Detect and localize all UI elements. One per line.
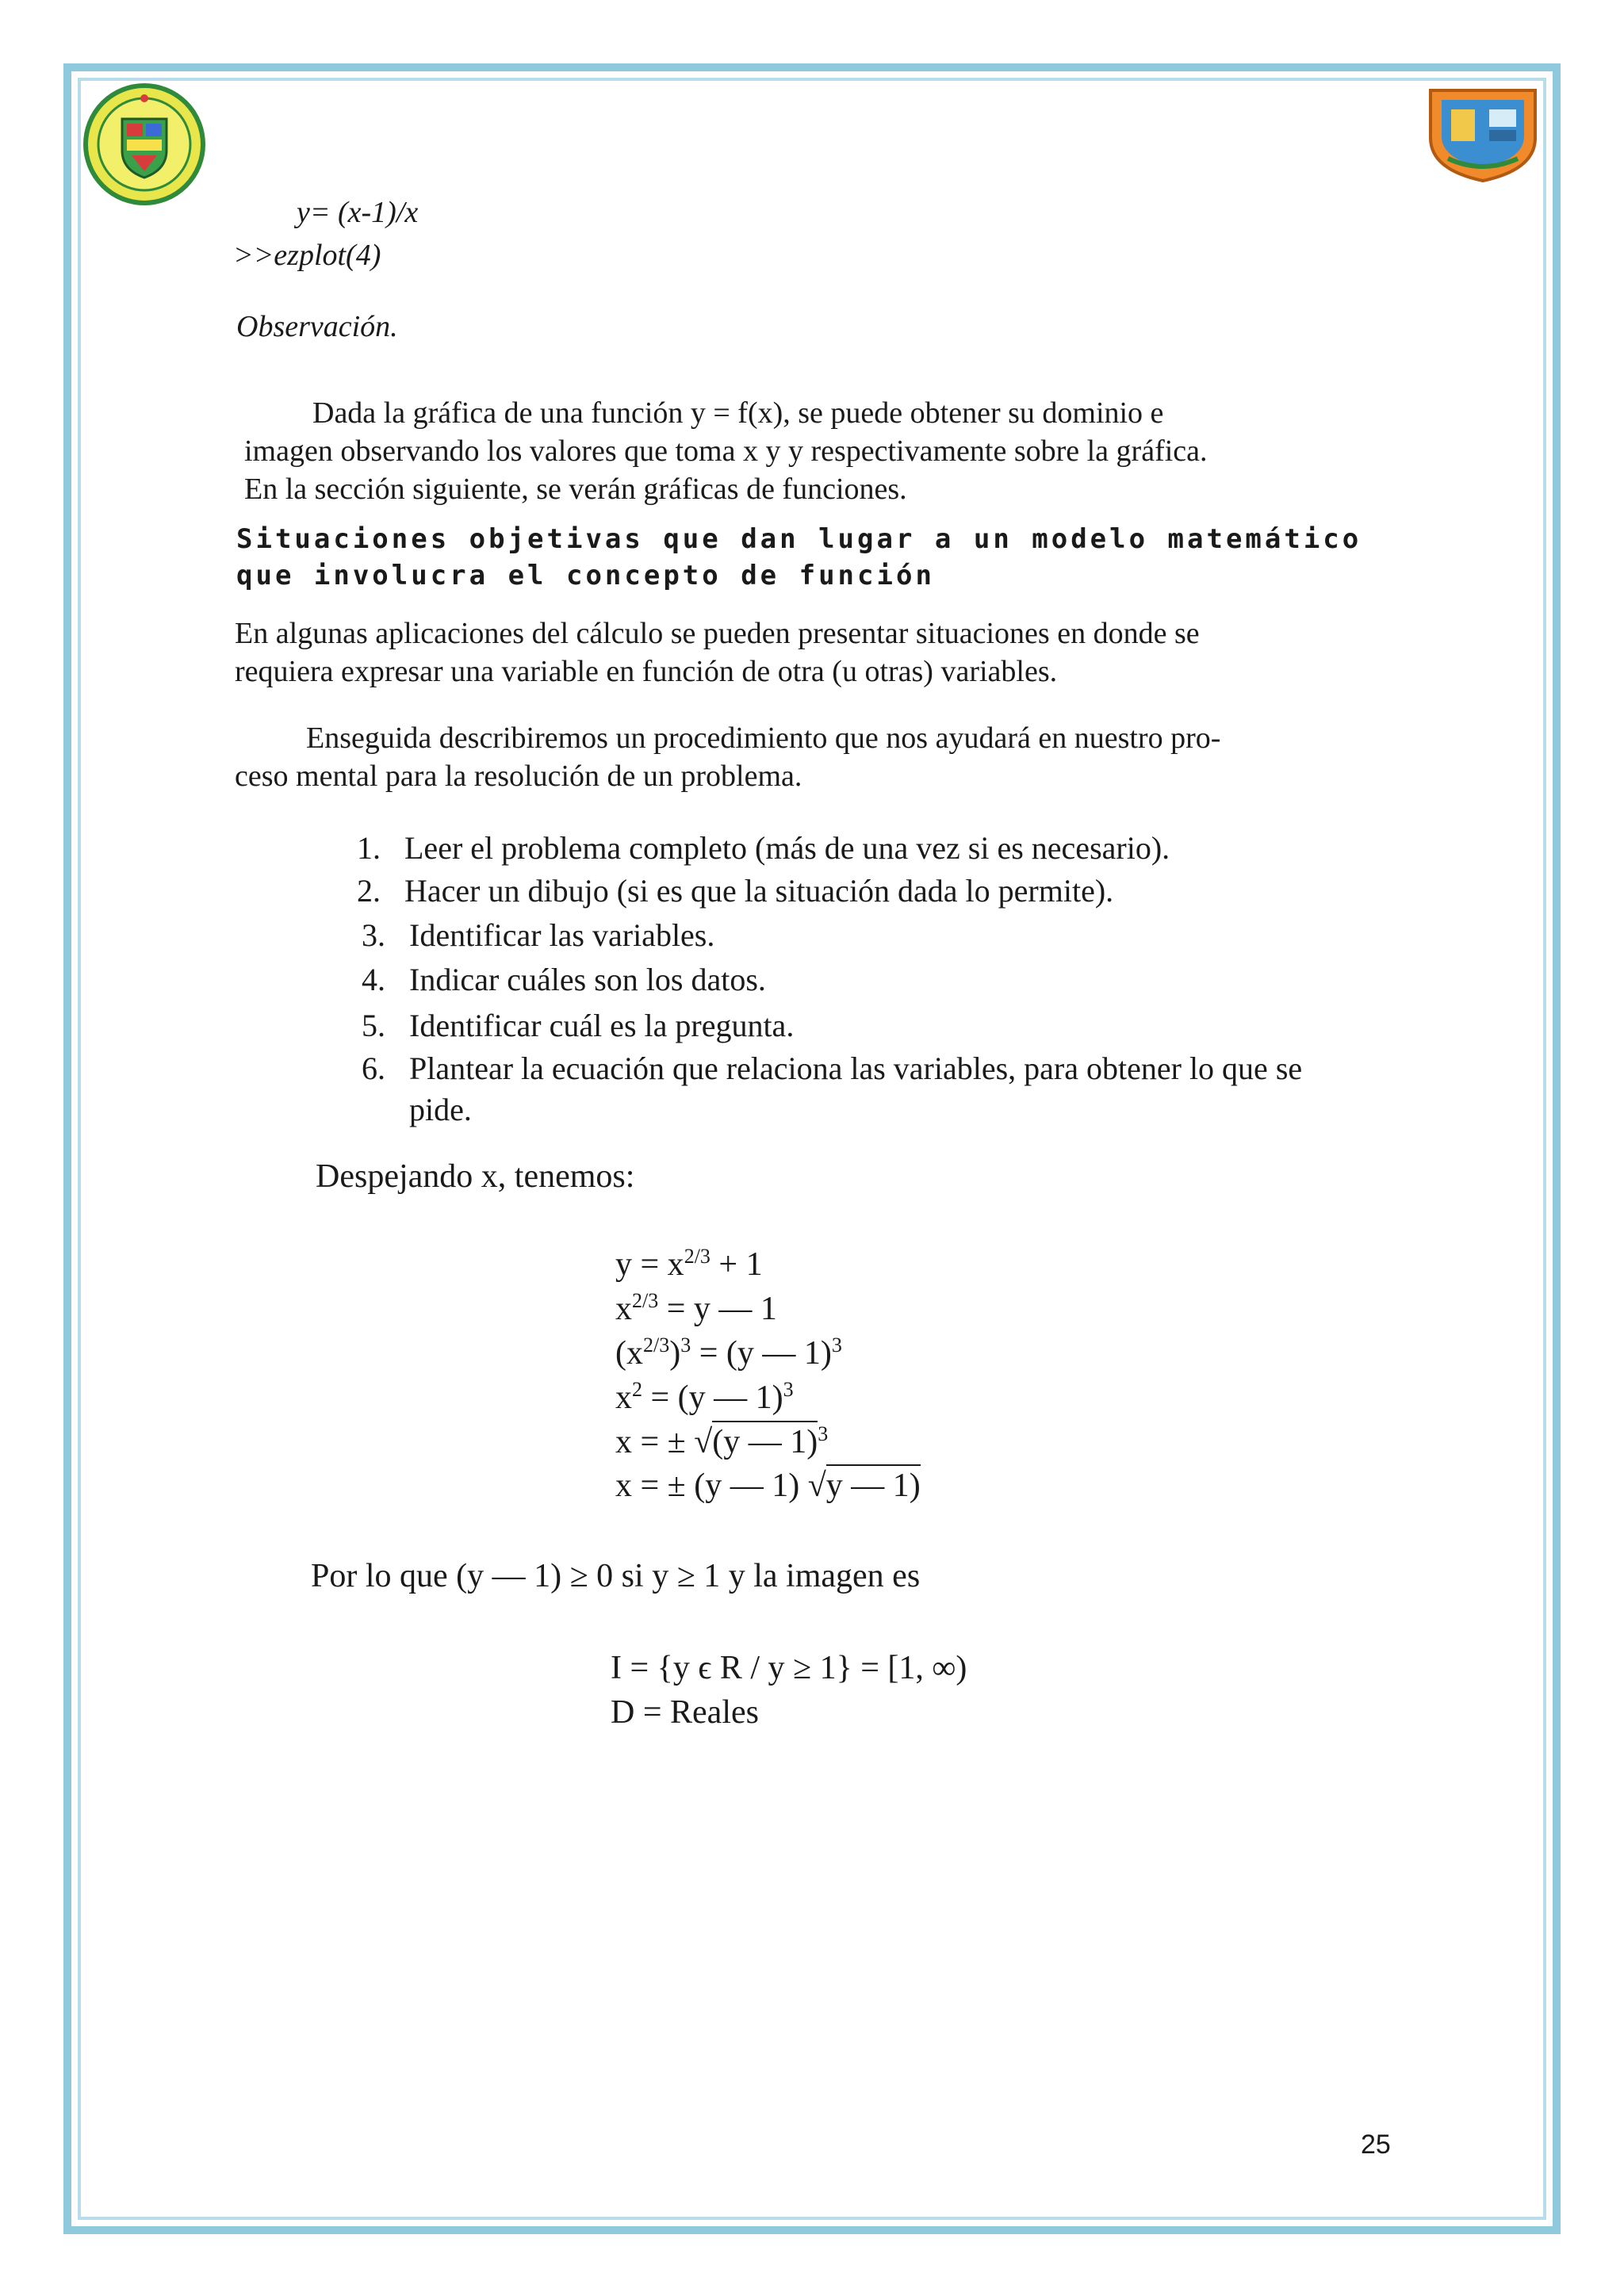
equation-2: $x^{2/3} = y$ — 1 <box>615 1289 777 1327</box>
code-line-command: >>ezplot(4) <box>233 239 381 272</box>
step-text: Identificar cuál es la pregunta. <box>409 1008 795 1043</box>
equation-4: $x^2 = (y$ — 1)$^3$ <box>615 1378 794 1416</box>
equation-1: $y = x^{2/3} + 1$ <box>615 1245 763 1283</box>
step-text: Indicar cuáles son los datos. <box>409 962 766 997</box>
domain-equation: D = Reales <box>611 1694 759 1731</box>
step-item <box>362 916 714 954</box>
observation-line-2: imagen observando los valores que toma x y y respectivamente sobre la gráfica. <box>244 434 1208 468</box>
observation-line-3: En la sección siguiente, se verán gráficas de funciones. <box>244 473 907 506</box>
step-text: pide. <box>409 1092 472 1127</box>
section-paragraph-1-line-1: En algunas aplicaciones del cálculo se pueden presentar situaciones en donde se <box>235 617 1200 650</box>
step-text: Plantear la ecuación que relaciona las variables, para obtener lo que se <box>409 1050 1303 1086</box>
step-item <box>357 829 1170 867</box>
step-number: 4. <box>362 962 385 997</box>
section-heading-line-1: Situaciones objetivas que dan lugar a un modelo matemático <box>236 523 1362 555</box>
equation-6: x = ± (y — 1) √y — 1) <box>615 1467 921 1505</box>
section-paragraph-2-line-1: Enseguida describiremos un procedimiento que nos ayudará en nuestro pro- <box>306 721 1221 755</box>
faculty-crest-icon <box>1424 82 1542 184</box>
section-paragraph-2-line-2: ceso mental para la resolución de un problema. <box>235 760 802 793</box>
step-item <box>362 1091 472 1128</box>
step-text: Hacer un dibujo (si es que la situación dada lo permite). <box>404 873 1114 909</box>
equation-3: $(x^{2/3})^3 = (y$ — 1)$^3$ <box>615 1334 842 1372</box>
conclusion-text: Por lo que (y — 1) ≥ 0 si y ≥ 1 y la imagen es <box>311 1558 921 1594</box>
section-paragraph-1-line-2: requiera expresar una variable en función de otra (u otras) variables. <box>235 655 1058 688</box>
step-number: 1. <box>357 830 381 866</box>
section-heading-line-2: que involucra el concepto de función <box>236 560 935 591</box>
step-item <box>357 872 1113 909</box>
step-text: Identificar las variables. <box>409 917 715 953</box>
step-text: Leer el problema completo (más de una vez si es necesario). <box>404 830 1170 866</box>
step-item <box>362 961 766 998</box>
step-item <box>362 1007 794 1044</box>
step-number: 6. <box>362 1050 385 1086</box>
equation-5: x = ± √(y — 1)$^3$ <box>615 1422 829 1460</box>
page-number: 25 <box>1361 2130 1391 2160</box>
observation-title: Observación. <box>236 310 398 343</box>
step-item <box>362 1050 1302 1087</box>
step-number: 3. <box>362 917 385 953</box>
image-set-equation: I = {y ϵ R / y ≥ 1} = [1, ∞) <box>611 1650 967 1686</box>
step-number: 2. <box>357 873 381 909</box>
solving-intro: Despejando x, tenemos: <box>316 1158 635 1195</box>
university-seal-icon <box>82 82 206 206</box>
step-number: 5. <box>362 1008 385 1043</box>
code-line-formula: y= (x-1)/x <box>297 196 419 229</box>
observation-line-1: Dada la gráfica de una función y = f(x), se puede obtener su dominio e <box>312 396 1164 430</box>
